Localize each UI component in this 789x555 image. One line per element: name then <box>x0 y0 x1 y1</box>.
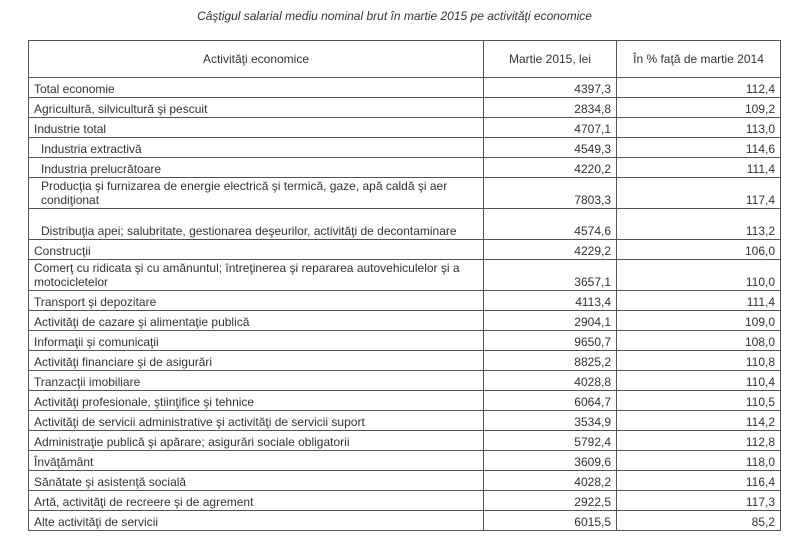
activity-cell: Distribuţia apei; salubritate, gestionarea deşeurilor, activităţi de decontaminare <box>29 209 484 240</box>
activity-cell: Industrie total <box>29 118 484 138</box>
percent-cell: 109,0 <box>617 311 781 331</box>
salary-cell: 3609,6 <box>484 451 617 471</box>
percent-cell: 112,4 <box>617 78 781 98</box>
activity-cell: Total economie <box>29 78 484 98</box>
salary-cell: 3534,9 <box>484 411 617 431</box>
table-row <box>29 411 781 431</box>
column-header-salary: Martie 2015, lei <box>484 41 617 78</box>
percent-cell: 110,0 <box>617 260 781 291</box>
table-row <box>29 291 781 311</box>
activity-cell: Activităţi financiare şi de asigurări <box>29 351 484 371</box>
activity-cell: Producţia şi furnizarea de energie electrică şi termică, gaze, apă caldă şi aer condiţionat <box>29 178 484 209</box>
table-row <box>29 391 781 411</box>
table-row <box>29 78 781 98</box>
activity-cell: Activităţi profesionale, ştiinţifice şi tehnice <box>29 391 484 411</box>
table-row <box>29 431 781 451</box>
table-row <box>29 98 781 118</box>
percent-cell: 111,4 <box>617 158 781 178</box>
salary-cell: 9650,7 <box>484 331 617 351</box>
percent-cell: 110,4 <box>617 371 781 391</box>
activity-cell: Alte activităţi de servicii <box>29 511 484 531</box>
table-body <box>29 78 781 531</box>
table-row <box>29 491 781 511</box>
table-row <box>29 351 781 371</box>
percent-cell: 110,8 <box>617 351 781 371</box>
table-row <box>29 451 781 471</box>
salary-cell: 4028,2 <box>484 471 617 491</box>
activity-cell: Activităţi de servicii administrative şi activităţi de servicii suport <box>29 411 484 431</box>
percent-cell: 117,3 <box>617 491 781 511</box>
percent-cell: 111,4 <box>617 291 781 311</box>
table-row <box>29 471 781 491</box>
table-row <box>29 331 781 351</box>
activity-cell: Tranzacţii imobiliare <box>29 371 484 391</box>
salary-cell: 4028,8 <box>484 371 617 391</box>
salary-cell: 7803,3 <box>484 178 617 209</box>
percent-cell: 106,0 <box>617 240 781 260</box>
table-row <box>29 511 781 531</box>
salary-cell: 2904,1 <box>484 311 617 331</box>
percent-cell: 114,2 <box>617 411 781 431</box>
table-row <box>29 178 781 209</box>
table-row <box>29 240 781 260</box>
percent-cell: 114,6 <box>617 138 781 158</box>
activity-cell: Informaţii şi comunicaţii <box>29 331 484 351</box>
table-row <box>29 371 781 391</box>
table-row <box>29 209 781 240</box>
salary-cell: 4113,4 <box>484 291 617 311</box>
percent-cell: 117,4 <box>617 178 781 209</box>
salary-cell: 4574,6 <box>484 209 617 240</box>
salary-cell: 4220,2 <box>484 158 617 178</box>
header-row <box>29 41 781 78</box>
column-header-activity: Activităţi economice <box>29 41 484 78</box>
column-header-percent: În % faţă de martie 2014 <box>617 41 781 78</box>
activity-cell: Artă, activităţi de recreere şi de agrement <box>29 491 484 511</box>
activity-cell: Construcţii <box>29 240 484 260</box>
salary-cell: 5792,4 <box>484 431 617 451</box>
table-row <box>29 158 781 178</box>
salary-cell: 4397,3 <box>484 78 617 98</box>
salary-cell: 4707,1 <box>484 118 617 138</box>
salary-cell: 6064,7 <box>484 391 617 411</box>
activity-cell: Activităţi de cazare şi alimentaţie publică <box>29 311 484 331</box>
activity-cell: Sănătate şi asistenţă socială <box>29 471 484 491</box>
percent-cell: 113,0 <box>617 118 781 138</box>
activity-cell: Învăţământ <box>29 451 484 471</box>
percent-cell: 110,5 <box>617 391 781 411</box>
percent-cell: 108,0 <box>617 331 781 351</box>
table-row <box>29 311 781 331</box>
salary-cell: 4549,3 <box>484 138 617 158</box>
salary-cell: 2834,8 <box>484 98 617 118</box>
percent-cell: 109,2 <box>617 98 781 118</box>
table-caption: Câştigul salarial mediu nominal brut în martie 2015 pe activităţi economice <box>197 9 592 23</box>
salary-cell: 6015,5 <box>484 511 617 531</box>
activity-cell: Industria extractivă <box>29 138 484 158</box>
salary-table <box>28 40 781 531</box>
table-row <box>29 118 781 138</box>
activity-cell: Industria prelucrătoare <box>29 158 484 178</box>
percent-cell: 113,2 <box>617 209 781 240</box>
table-row <box>29 260 781 291</box>
percent-cell: 112,8 <box>617 431 781 451</box>
salary-cell: 3657,1 <box>484 260 617 291</box>
activity-cell: Administraţie publică şi apărare; asigurări sociale obligatorii <box>29 431 484 451</box>
percent-cell: 118,0 <box>617 451 781 471</box>
salary-cell: 2922,5 <box>484 491 617 511</box>
activity-cell: Agricultură, silvicultură şi pescuit <box>29 98 484 118</box>
salary-cell: 8825,2 <box>484 351 617 371</box>
percent-cell: 116,4 <box>617 471 781 491</box>
activity-cell: Transport şi depozitare <box>29 291 484 311</box>
activity-cell: Comerţ cu ridicata şi cu amănuntul; întreţinerea şi repararea autovehiculelor şi a motocicletelor <box>29 260 484 291</box>
table-row <box>29 138 781 158</box>
salary-cell: 4229,2 <box>484 240 617 260</box>
percent-cell: 85,2 <box>617 511 781 531</box>
